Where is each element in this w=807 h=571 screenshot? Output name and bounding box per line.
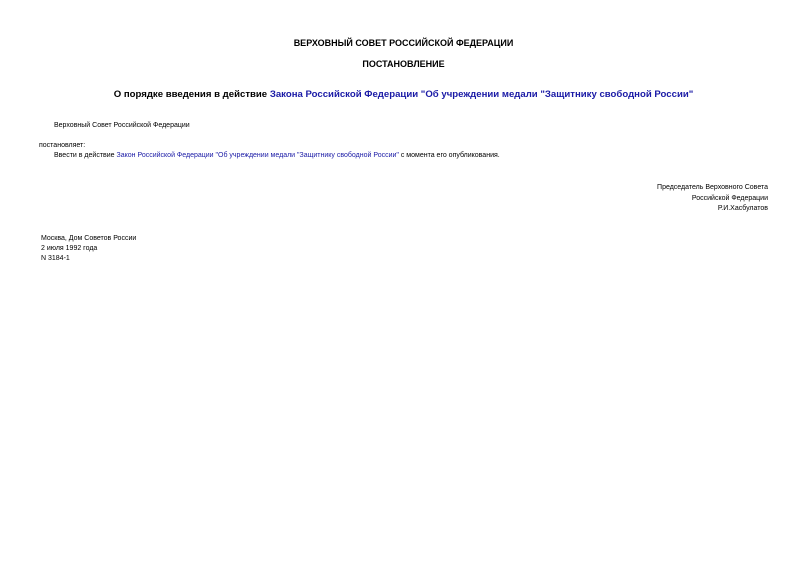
signature-name: Р.И.Хасбулатов xyxy=(717,205,768,212)
signature-organization: Российской Федерации xyxy=(691,194,768,202)
signature-block xyxy=(657,183,768,215)
place-text: Москва, Дом Советов России xyxy=(41,235,137,242)
document-heading xyxy=(0,89,807,101)
issuer-text: Верховный Совет Российской Федерации xyxy=(54,122,190,129)
date-text: 2 июля 1992 года xyxy=(41,245,98,252)
place-date-block xyxy=(41,234,136,264)
decree-prefix: Ввести в действие xyxy=(54,152,117,159)
document-number: N 3184-1 xyxy=(41,255,70,262)
org-title: ВЕРХОВНЫЙ СОВЕТ РОССИЙСКОЙ ФЕДЕРАЦИИ xyxy=(293,38,514,48)
decree-law-link[interactable]: Закон Российской Федерации "Об учреждении медали "Защитнику свободной России" xyxy=(116,152,399,159)
decree-suffix: с момента его опубликования. xyxy=(398,152,500,159)
heading-law-link[interactable]: Закона Российской Федерации "Об учреждении медали "Защитнику свободной России" xyxy=(269,89,694,100)
decree-text xyxy=(54,151,500,161)
signature-position: Председатель Верховного Совета xyxy=(657,184,768,191)
decree-word: постановляет: xyxy=(39,142,86,149)
document-type: ПОСТАНОВЛЕНИЕ xyxy=(362,59,445,69)
heading-prefix: О порядке введения в действие xyxy=(113,89,270,100)
